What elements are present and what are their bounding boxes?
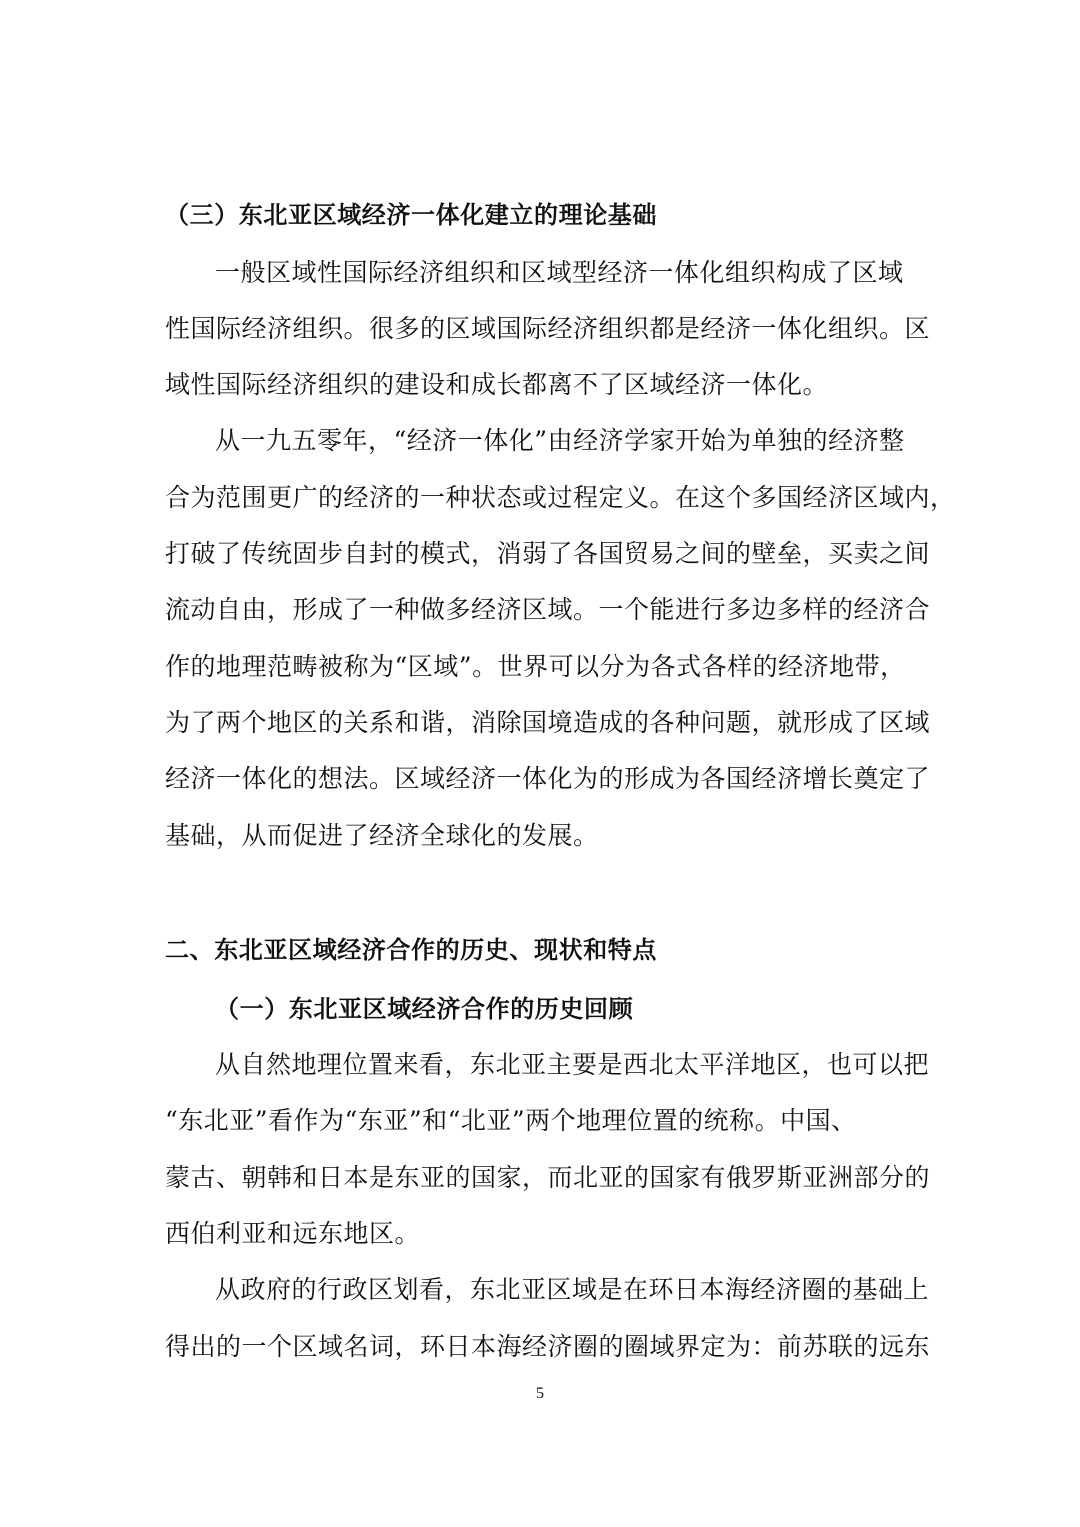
paragraph-line: 域性国际经济组织的建设和成长都离不了区域经济一体化。: [165, 370, 829, 399]
paragraph-line: 作的地理范畴被称为“区域”。世界可以分为各式各样的经济地带，: [165, 652, 906, 681]
paragraph-line: 从政府的行政区划看，东北亚区域是在环日本海经济圈的基础上: [215, 1275, 930, 1304]
paragraph-line: 性国际经济组织。很多的区域国际经济组织都是经济一体化组织。区: [165, 314, 931, 343]
paragraph-line: 得出的一个区域名词，环日本海经济圈的圈域界定为：前苏联的远东: [165, 1332, 931, 1361]
paragraph-line: 一般区域性国际经济组织和区域型经济一体化组织构成了区域: [215, 258, 904, 287]
paragraph-line: 从一九五零年，“经济一体化”由经济学家开始为单独的经济整: [215, 426, 905, 455]
paragraph-line: 蒙古、朝韩和日本是东亚的国家，而北亚的国家有俄罗斯亚洲部分的: [165, 1163, 931, 1192]
paragraph-line: 西伯利亚和远东地区。: [165, 1219, 421, 1248]
paragraph-line: “东北亚”看作为“东亚”和“北亚”两个地理位置的统称。中国、: [165, 1106, 857, 1135]
subsection-heading-history-review: （一）东北亚区域经济合作的历史回顾: [215, 995, 634, 1023]
paragraph-line: 合为范围更广的经济的一种状态或过程定义。在这个多国经济区域内，: [165, 483, 956, 512]
paragraph-line: 打破了传统固步自封的模式，消弱了各国贸易之间的壁垒，买卖之间: [165, 539, 931, 568]
paragraph-line: 流动自由，形成了一种做多经济区域。一个能进行多边多样的经济合: [165, 595, 931, 624]
paragraph-line: 为了两个地区的关系和谐，消除国境造成的各种问题，就形成了区域: [165, 708, 931, 737]
chapter-heading-history-status: 二、东北亚区域经济合作的历史、现状和特点: [165, 936, 657, 964]
page-number: 5: [536, 1385, 544, 1402]
section-heading-theory-basis: （三）东北亚区域经济一体化建立的理论基础: [165, 201, 657, 229]
paragraph-line: 经济一体化的想法。区域经济一体化为的形成为各国经济增长奠定了: [165, 764, 931, 793]
paragraph-line: 基础，从而促进了经济全球化的发展。: [165, 821, 599, 850]
paragraph-line: 从自然地理位置来看，东北亚主要是西北太平洋地区，也可以把: [215, 1050, 930, 1079]
